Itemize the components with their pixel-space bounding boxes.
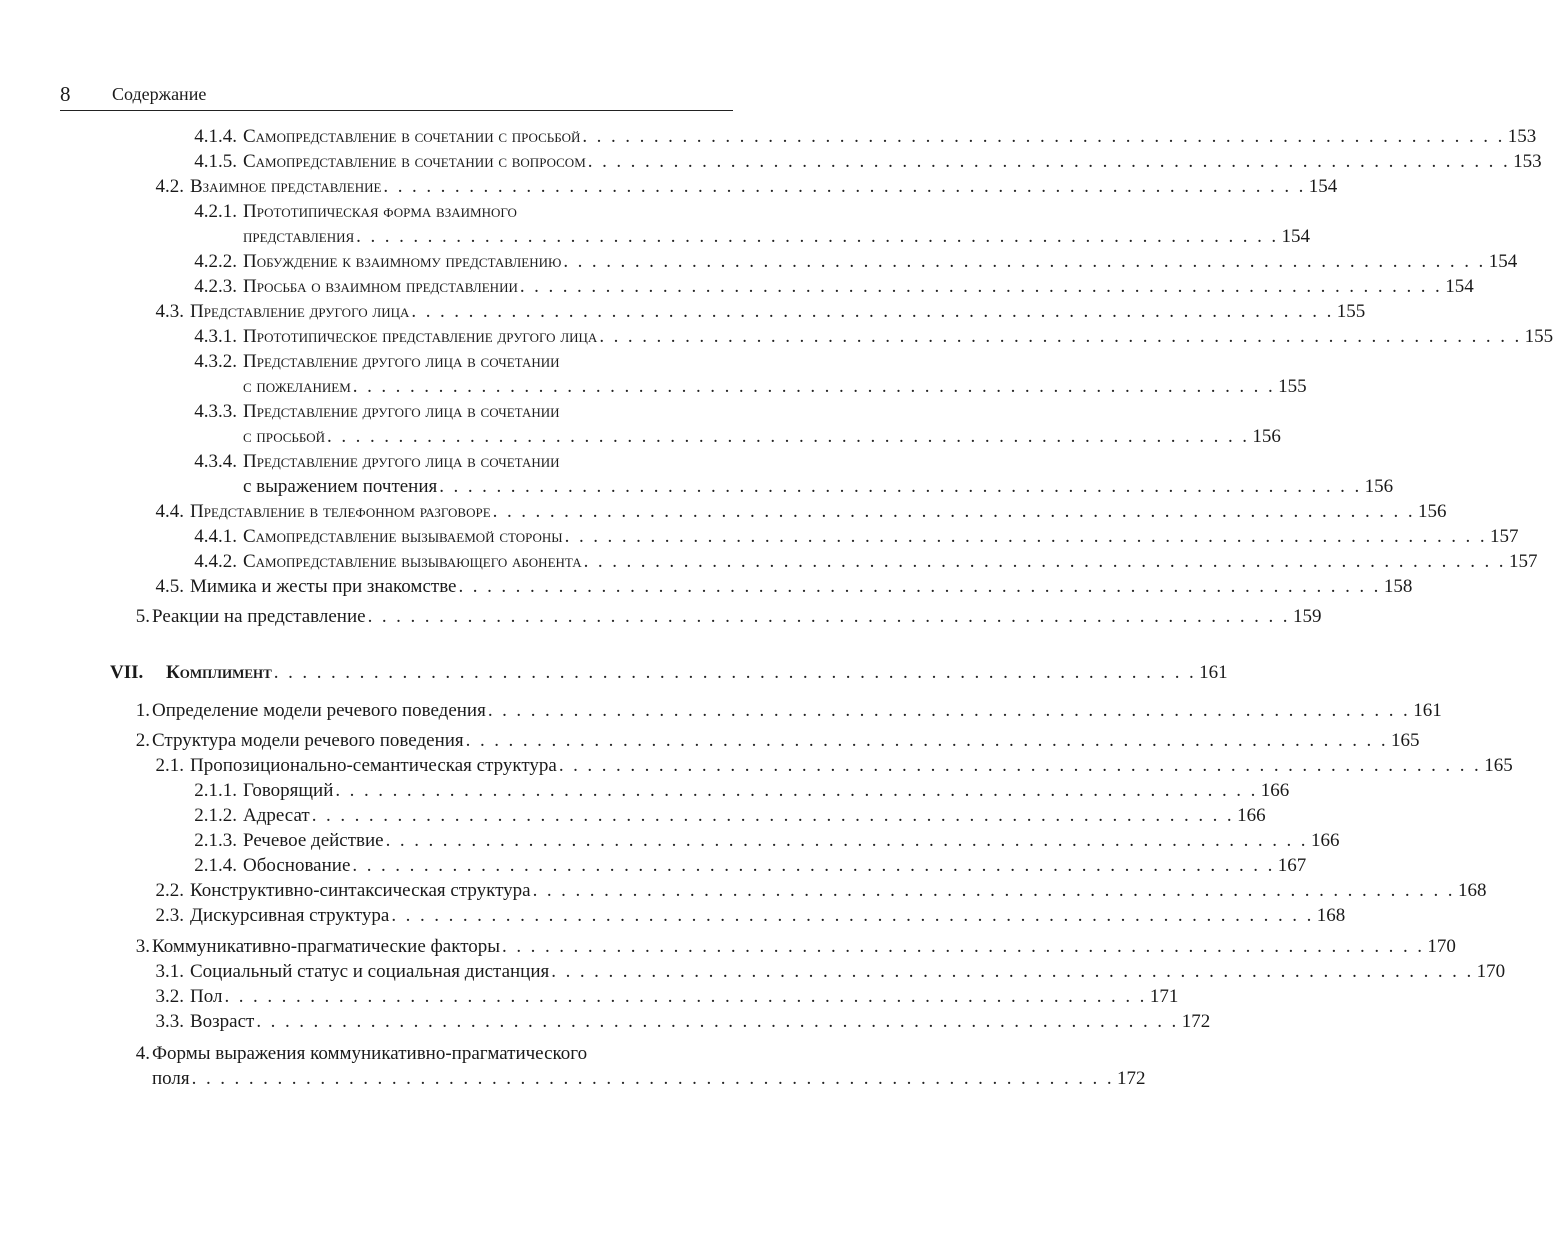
- toc-entry: [140, 200, 726, 224]
- entry-title: с выражением почтения: [243, 476, 438, 497]
- entry-page: 166: [1310, 830, 1340, 851]
- dot-leader: . . . . . . . . . . . . . . . . . . . . . . . . . . . . . . . . . . . . . . . . . . . . . . . . . . . . . . . . . . . . . . . . .: [191, 1068, 1114, 1089]
- dot-leader: . . . . . . . . . . . . . . . . . . . . . . . . . . . . . . . . . . . . . . . . . . . . . . . . . . . . . . . . . . . . . . . . .: [411, 301, 1334, 322]
- entry-page: 156: [1364, 476, 1394, 497]
- entry-page: 154: [1488, 251, 1518, 272]
- entry-page: 155: [1336, 301, 1366, 322]
- entry-page: 165: [1391, 730, 1420, 751]
- dot-leader: . . . . . . . . . . . . . . . . . . . . . . . . . . . . . . . . . . . . . . . . . . . . . . . . . . . . . . . . . . . . . . . . .: [551, 961, 1474, 982]
- entry-number: 2.: [135, 730, 150, 751]
- entry-title: Представление в телефонном разговоре: [190, 501, 491, 522]
- entry-title: Реакции на представление: [152, 606, 366, 627]
- dot-leader: . . . . . . . . . . . . . . . . . . . . . . . . . . . . . . . . . . . . . . . . . . . . . . . . . . . . . . . . . . . . . . . . .: [502, 936, 1425, 957]
- dot-leader: . . . . . . . . . . . . . . . . . . . . . . . . . . . . . . . . . . . . . . . . . . . . . . . . . . . . . . . . . . . . . . . . .: [385, 830, 1308, 851]
- entry-number: 3.2.: [155, 986, 184, 1007]
- toc-entry: [140, 779, 1290, 803]
- entry-page: 155: [1524, 326, 1553, 347]
- entry-title: поля: [152, 1068, 190, 1089]
- dot-leader: . . . . . . . . . . . . . . . . . . . . . . . . . . . . . . . . . . . . . . . . . . . . . . . . . . . . . . . . . . . . . . . . .: [224, 986, 1147, 1007]
- toc-entry: [120, 935, 1456, 959]
- dot-leader: . . . . . . . . . . . . . . . . . . . . . . . . . . . . . . . . . . . . . . . . . . . . . . . . . . . . . . . . . . . . . . . . .: [352, 855, 1275, 876]
- toc-entry: [140, 1010, 1211, 1034]
- entry-number: 1.: [135, 700, 150, 721]
- toc-entry: [140, 804, 1266, 828]
- entry-number: 4.: [135, 1043, 150, 1064]
- entry-number: 3.1.: [155, 961, 184, 982]
- entry-page: 159: [1292, 606, 1322, 627]
- entry-page: 170: [1476, 961, 1506, 982]
- dot-leader: . . . . . . . . . . . . . . . . . . . . . . . . . . . . . . . . . . . . . . . . . . . . . . . . . . . . . . . . . . . . . . . . .: [487, 700, 1411, 721]
- entry-page: 166: [1260, 780, 1290, 801]
- entry-number: 4.2.3.: [194, 276, 237, 297]
- toc-entry: [140, 575, 1413, 599]
- entry-page: 153: [1507, 126, 1537, 147]
- entry-title: Обоснование: [243, 855, 351, 876]
- entry-title: Самопредставление вызывающего абонента: [243, 551, 582, 572]
- entry-title: Дискурсивная структура: [190, 905, 390, 926]
- entry-number: 4.4.: [155, 501, 184, 522]
- entry-number: 2.1.4.: [194, 855, 237, 876]
- entry-title: Побуждение к взаимному представлению: [243, 251, 562, 272]
- toc-entry: [140, 525, 1519, 549]
- entry-title: с пожеланием: [243, 376, 351, 397]
- entry-title: Адресат: [243, 805, 310, 826]
- entry-number: 2.3.: [155, 905, 184, 926]
- toc-entry: [140, 450, 726, 474]
- entry-page: 167: [1277, 855, 1307, 876]
- entry-title: с просьбой: [243, 426, 326, 447]
- entry-title: Представление другого лица в сочетании: [243, 451, 560, 472]
- toc-entry-continuation: [243, 475, 1394, 499]
- entry-number: 3.: [135, 936, 150, 957]
- dot-leader: . . . . . . . . . . . . . . . . . . . . . . . . . . . . . . . . . . . . . . . . . . . . . . . . . . . . . . . . . . . . . . . . .: [558, 755, 1482, 776]
- toc-entry: [140, 175, 1338, 199]
- entry-number: 2.1.1.: [194, 780, 237, 801]
- entry-page: 158: [1383, 576, 1413, 597]
- dot-leader: . . . . . . . . . . . . . . . . . . . . . . . . . . . . . . . . . . . . . . . . . . . . . . . . . . . . . . . . . . . . . . . . .: [367, 606, 1290, 627]
- toc-entry: [140, 754, 1513, 778]
- toc-entry: [140, 550, 1538, 574]
- entry-title: Пол: [190, 986, 223, 1007]
- entry-number: 2.1.2.: [194, 805, 237, 826]
- entry-page: 157: [1490, 526, 1519, 547]
- entry-number: 4.5.: [155, 576, 184, 597]
- entry-title: Речевое действие: [243, 830, 384, 851]
- entry-page: 168: [1316, 905, 1346, 926]
- entry-page: 168: [1457, 880, 1487, 901]
- entry-title: Мимика и жесты при знакомстве: [190, 576, 457, 597]
- entry-page: 157: [1508, 551, 1538, 572]
- entry-number: 4.2.2.: [194, 251, 237, 272]
- toc-entry: [140, 400, 726, 424]
- entry-title: Формы выражения коммуникативно-прагматического: [152, 1043, 588, 1064]
- entry-title: Социальный статус и социальная дистанция: [190, 961, 550, 982]
- entry-title: Представление другого лица в сочетании: [243, 401, 560, 422]
- entry-number: 4.4.1.: [194, 526, 237, 547]
- entry-page: 171: [1149, 986, 1179, 1007]
- entry-page: 154: [1308, 176, 1338, 197]
- entry-number: 3.3.: [155, 1011, 184, 1032]
- entry-page: 156: [1252, 426, 1281, 447]
- entry-number: 4.2.: [155, 176, 184, 197]
- toc-entry-continuation: [243, 225, 1311, 249]
- dot-leader: . . . . . . . . . . . . . . . . . . . . . . . . . . . . . . . . . . . . . . . . . . . . . . . . . . . . . . . . . . . . . . . . .: [256, 1011, 1179, 1032]
- dot-leader: . . . . . . . . . . . . . . . . . . . . . . . . . . . . . . . . . . . . . . . . . . . . . . . . . . . . . . . . . . . . . . . . .: [519, 276, 1443, 297]
- entry-title: представления: [243, 226, 355, 247]
- dot-leader: . . . . . . . . . . . . . . . . . . . . . . . . . . . . . . . . . . . . . . . . . . . . . . . . . . . . . . . . . . . . . . . . .: [327, 426, 1250, 447]
- dot-leader: . . . . . . . . . . . . . . . . . . . . . . . . . . . . . . . . . . . . . . . . . . . . . . . . . . . . . . . . . . . . . . . . .: [563, 251, 1486, 272]
- entry-title: Самопредставление в сочетании с просьбой: [243, 126, 581, 147]
- toc-entry-continuation: [152, 1067, 1146, 1091]
- entry-number: 4.3.1.: [194, 326, 237, 347]
- entry-title: Самопредставление вызываемой стороны: [243, 526, 563, 547]
- entry-title: Представление другого лица в сочетании: [243, 351, 560, 372]
- dot-leader: . . . . . . . . . . . . . . . . . . . . . . . . . . . . . . . . . . . . . . . . . . . . . . . . . . . . . . . . . . . . . . . . .: [356, 226, 1279, 247]
- dot-leader: . . . . . . . . . . . . . . . . . . . . . . . . . . . . . . . . . . . . . . . . . . . . . . . . . . . . . . . . . . . . . . . . .: [465, 730, 1389, 751]
- entry-title: Структура модели речевого поведения: [152, 730, 464, 751]
- toc-entry: [140, 325, 1553, 349]
- dot-leader: . . . . . . . . . . . . . . . . . . . . . . . . . . . . . . . . . . . . . . . . . . . . . . . . . . . . . . . . . . . . . . . . .: [599, 326, 1522, 347]
- entry-title: Определение модели речевого поведения: [152, 700, 486, 721]
- entry-number: 2.1.: [155, 755, 184, 776]
- dot-leader: . . . . . . . . . . . . . . . . . . . . . . . . . . . . . . . . . . . . . . . . . . . . . . . . . . . . . . . . . . . . . . . . .: [335, 780, 1258, 801]
- entry-number: 4.3.3.: [194, 401, 237, 422]
- toc-entry: [140, 300, 1366, 324]
- entry-number: 2.1.3.: [194, 830, 237, 851]
- dot-leader: . . . . . . . . . . . . . . . . . . . . . . . . . . . . . . . . . . . . . . . . . . . . . . . . . . . . . . . . . . . . . . . . .: [311, 805, 1235, 826]
- entry-number: 2.2.: [155, 880, 184, 901]
- toc-entry: [140, 985, 1179, 1009]
- entry-title: Самопредставление в сочетании с вопросом: [243, 151, 586, 172]
- entry-page: 154: [1445, 276, 1474, 297]
- entry-number: 4.3.2.: [194, 351, 237, 372]
- toc-entry: [140, 500, 1447, 524]
- dot-leader: . . . . . . . . . . . . . . . . . . . . . . . . . . . . . . . . . . . . . . . . . . . . . . . . . . . . . . . . . . . . . . . . .: [582, 126, 1505, 147]
- entry-title: Представление другого лица: [190, 301, 410, 322]
- entry-number: 4.4.2.: [194, 551, 237, 572]
- dot-leader: . . . . . . . . . . . . . . . . . . . . . . . . . . . . . . . . . . . . . . . . . . . . . . . . . . . . . . . . . . . . . . . . .: [532, 880, 1455, 901]
- toc-entry-continuation: [243, 375, 1307, 399]
- dot-leader: . . . . . . . . . . . . . . . . . . . . . . . . . . . . . . . . . . . . . . . . . . . . . . . . . . . . . . . . . . . . . . . . .: [458, 576, 1381, 597]
- entry-number: 4.3.: [155, 301, 184, 322]
- toc-entry: [140, 275, 1474, 299]
- entry-title: Пропозиционально-семантическая структура: [190, 755, 557, 776]
- entry-number: 4.2.1.: [194, 201, 237, 222]
- toc-entry: [140, 904, 1346, 928]
- toc-chapter-entry: [110, 661, 1228, 685]
- entry-title: Прототипическая форма взаимного: [243, 201, 517, 222]
- dot-leader: . . . . . . . . . . . . . . . . . . . . . . . . . . . . . . . . . . . . . . . . . . . . . . . . . . . . . . . . . . . . . . . . .: [273, 662, 1197, 683]
- toc-entry: [140, 960, 1506, 984]
- dot-leader: . . . . . . . . . . . . . . . . . . . . . . . . . . . . . . . . . . . . . . . . . . . . . . . . . . . . . . . . . . . . . . . . .: [492, 501, 1416, 522]
- toc-entry: [140, 879, 1487, 903]
- toc-entry: [120, 1042, 726, 1066]
- toc-entry: [120, 699, 1442, 723]
- dot-leader: . . . . . . . . . . . . . . . . . . . . . . . . . . . . . . . . . . . . . . . . . . . . . . . . . . . . . . . . . . . . . . . . .: [583, 551, 1506, 572]
- dot-leader: . . . . . . . . . . . . . . . . . . . . . . . . . . . . . . . . . . . . . . . . . . . . . . . . . . . . . . . . . . . . . . . . .: [352, 376, 1276, 397]
- entry-number: 4.1.5.: [194, 151, 237, 172]
- running-title: Содержание: [112, 84, 207, 104]
- toc-entry: [120, 605, 1322, 629]
- dot-leader: . . . . . . . . . . . . . . . . . . . . . . . . . . . . . . . . . . . . . . . . . . . . . . . . . . . . . . . . . . . . . . . . .: [391, 905, 1314, 926]
- entry-title: Прототипическое представление другого лица: [243, 326, 598, 347]
- entry-title: Говорящий: [243, 780, 334, 801]
- dot-leader: . . . . . . . . . . . . . . . . . . . . . . . . . . . . . . . . . . . . . . . . . . . . . . . . . . . . . . . . . . . . . . . . .: [587, 151, 1511, 172]
- entry-page: 153: [1513, 151, 1542, 172]
- entry-title: Возраст: [190, 1011, 255, 1032]
- toc-entry: [120, 729, 1420, 753]
- toc-entry-continuation: [243, 425, 1281, 449]
- toc-entry: [140, 350, 726, 374]
- entry-page: 172: [1117, 1068, 1146, 1089]
- toc-entry: [140, 150, 1542, 174]
- entry-page: 170: [1427, 936, 1456, 957]
- toc-entry: [140, 250, 1518, 274]
- toc-entry: [140, 829, 1340, 853]
- entry-page: 161: [1413, 700, 1442, 721]
- toc-entry: [140, 854, 1307, 878]
- chapter-number: VII.: [110, 662, 144, 683]
- entry-number: 4.3.4.: [194, 451, 237, 472]
- entry-title: Просьба о взаимном представлении: [243, 276, 518, 297]
- entry-page: 155: [1278, 376, 1307, 397]
- chapter-title: Комплимент: [166, 662, 272, 683]
- dot-leader: . . . . . . . . . . . . . . . . . . . . . . . . . . . . . . . . . . . . . . . . . . . . . . . . . . . . . . . . . . . . . . . . .: [383, 176, 1306, 197]
- entry-number: 4.1.4.: [194, 126, 237, 147]
- entry-title: Конструктивно-синтаксическая структура: [190, 880, 531, 901]
- entry-page: 172: [1181, 1011, 1211, 1032]
- entry-page: 165: [1484, 755, 1513, 776]
- page-number: 8: [60, 82, 71, 106]
- entry-page: 154: [1281, 226, 1311, 247]
- entry-page: 161: [1199, 662, 1228, 683]
- entry-title: Коммуникативно-прагматические факторы: [152, 936, 501, 957]
- dot-leader: . . . . . . . . . . . . . . . . . . . . . . . . . . . . . . . . . . . . . . . . . . . . . . . . . . . . . . . . . . . . . . . . .: [564, 526, 1488, 547]
- entry-page: 156: [1418, 501, 1447, 522]
- dot-leader: . . . . . . . . . . . . . . . . . . . . . . . . . . . . . . . . . . . . . . . . . . . . . . . . . . . . . . . . . . . . . . . . .: [439, 476, 1362, 497]
- toc-entry: [140, 125, 1537, 149]
- entry-page: 166: [1237, 805, 1266, 826]
- entry-title: Взаимное представление: [190, 176, 382, 197]
- entry-number: 5.: [135, 606, 150, 627]
